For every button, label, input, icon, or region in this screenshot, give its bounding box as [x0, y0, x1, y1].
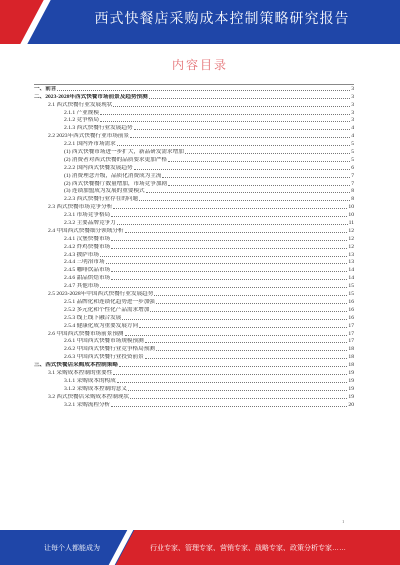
toc-leader-dots: [111, 240, 347, 241]
toc-entry-title: 2.4.5 咖啡饮品市场: [64, 267, 111, 274]
toc-entry-title: 2.4 中国西式快餐细分领域分析: [48, 227, 124, 234]
toc-entry-title: 2.5.1 品牌化和连锁化趋势进一步加强: [64, 298, 155, 305]
toc-leader-dots: [139, 200, 350, 201]
toc-leader-dots: [119, 366, 347, 367]
toc-entry[interactable]: [34, 330, 354, 338]
toc-leader-dots: [125, 232, 348, 233]
toc-entry[interactable]: [34, 101, 354, 109]
toc-entry-page: 17: [348, 338, 354, 345]
toc-entry-title: 2.1.3 西式快餐行业发展趋势: [64, 125, 133, 132]
toc-entry[interactable]: [34, 164, 354, 172]
toc-entry[interactable]: [34, 235, 354, 243]
toc-leader-dots: [134, 169, 351, 170]
toc-entry[interactable]: [34, 298, 354, 306]
toc-entry-page: 4: [351, 133, 354, 140]
toc-leader-dots: [150, 311, 347, 312]
toc-entry[interactable]: [34, 369, 354, 377]
toc-entry[interactable]: [34, 124, 354, 132]
header-banner: [0, 0, 400, 44]
toc-entry-page: 10: [348, 212, 354, 219]
toc-entry-page: 17: [348, 330, 354, 337]
toc-entry-title: 3.2.1 采购流程分析: [64, 401, 111, 408]
toc-leader-dots: [130, 137, 350, 138]
toc-entry-title: 一、前言: [34, 85, 57, 92]
toc-entry[interactable]: [34, 243, 354, 251]
toc-entry-title: 2.5.3 线上线下融合发展: [64, 314, 122, 321]
toc-entry-page: 7: [351, 172, 354, 179]
toc-entry-page: 16: [348, 306, 354, 313]
toc-entry[interactable]: [34, 306, 354, 314]
toc-entry[interactable]: [34, 377, 354, 385]
toc-entry-page: 12: [348, 235, 354, 242]
toc-entry-page: 7: [351, 180, 354, 187]
toc-entry-page: 8: [351, 188, 354, 195]
toc-entry[interactable]: [34, 322, 354, 330]
toc-entry-title: (1) 西式快餐市场进一步扩大，新品研发需求增加: [64, 149, 184, 156]
toc-entry-page: 18: [348, 354, 354, 361]
footer-banner: [0, 530, 400, 565]
toc-entry-title: 2.5 2023-2028年中国西式快餐行业发展趋势: [48, 291, 154, 298]
toc-entry[interactable]: [34, 172, 354, 180]
toc-entry[interactable]: [34, 219, 354, 227]
toc-leader-dots: [111, 248, 347, 249]
toc-entry[interactable]: [34, 251, 354, 259]
toc-leader-dots: [130, 398, 347, 399]
toc-entry-title: 2.4.1 汉堡快餐市场: [64, 235, 111, 242]
toc-leader-dots: [100, 114, 350, 115]
toc-entry-title: 2.4.2 炸鸡快餐市场: [64, 243, 111, 250]
toc-entry-title: 二、2023-2028年西式快餐市场前景及趋势预测: [34, 93, 148, 100]
footer-roles: 行业专家、管理专家、营销专家、战略专家、政策分析专家……: [150, 545, 346, 552]
toc-entry[interactable]: [34, 345, 354, 353]
toc-entry[interactable]: [34, 180, 354, 188]
toc-entry-title: 3.1.1 采购成本的构成: [64, 377, 116, 384]
toc-leader-dots: [57, 90, 350, 91]
toc-entry-title: 2.6.2 中国西式快餐行业竞争格局预测: [64, 346, 155, 353]
toc-entry-title: 2.1 西式快餐行业发展现状: [48, 101, 113, 108]
toc-entry-title: 2.2.2 国内西式快餐发展趋势: [64, 164, 133, 171]
toc-entry-title: 2.5.4 健康化成为重要发展方向: [64, 322, 139, 329]
toc-entry-page: 14: [348, 267, 354, 274]
toc-entry-title: (2) 西式快餐餐厅数量增加，市场竞争加剧: [64, 180, 168, 187]
toc-entry-title: 2.3 西式快餐市场竞争分析: [48, 204, 113, 211]
toc-entry-title: 2.4.3 披萨市场: [64, 251, 99, 258]
toc-entry-page: 13: [348, 251, 354, 258]
toc-entry-page: 15: [348, 291, 354, 298]
toc-heading: 内容目录: [171, 58, 228, 72]
toc-leader-dots: [146, 192, 351, 193]
toc-entry-title: 3.2 西式快餐店采购成本控制现状: [48, 393, 130, 400]
toc-entry-page: 16: [348, 314, 354, 321]
toc-entry-page: 3: [351, 85, 354, 92]
toc-entry-page: 5: [351, 149, 354, 156]
toc-entry[interactable]: [34, 290, 354, 298]
toc-entry-page: 19: [348, 377, 354, 384]
toc-leader-dots: [106, 263, 348, 264]
page-number: 1: [342, 519, 345, 524]
toc-entry[interactable]: [34, 259, 354, 267]
toc-entry-title: 2.4.7 其他市场: [64, 283, 99, 290]
toc-entry-page: 19: [348, 385, 354, 392]
toc-entry-page: 3: [351, 109, 354, 116]
toc-entry[interactable]: [34, 148, 354, 156]
toc-leader-dots: [117, 382, 348, 383]
toc-entry[interactable]: [34, 401, 354, 409]
toc-entry-title: 2.2 2023年西式快餐行业市场前景: [48, 133, 130, 140]
toc-leader-dots: [168, 161, 350, 162]
toc-entry-title: 3.1 采购成本控制的重要性: [48, 369, 113, 376]
toc-entry-title: 三、西式快餐店采购成本控制策略: [34, 362, 118, 369]
toc-entry-title: (1) 消费理念升级，品质化消费成为主流: [64, 172, 162, 179]
toc-entry-title: 2.6.1 中国西式快餐市场规模预测: [64, 338, 144, 345]
toc-entry-page: 12: [348, 243, 354, 250]
toc-leader-dots: [125, 335, 348, 336]
toc-entry-page: 19: [348, 369, 354, 376]
toc-leader-dots: [145, 342, 348, 343]
toc-entry-page: 5: [351, 156, 354, 163]
toc-entry[interactable]: [34, 227, 354, 235]
toc-entry[interactable]: [34, 361, 354, 369]
table-of-contents: [34, 84, 354, 409]
toc-entry[interactable]: [34, 385, 354, 393]
toc-leader-dots: [154, 295, 347, 296]
toc-entry-title: 2.4.6 甜品烘焙市场: [64, 275, 111, 282]
footer-slogan: 让每个人都能成为: [44, 545, 100, 552]
toc-leader-dots: [156, 350, 348, 351]
toc-entry-title: (3) 连锁加盟成为发展的重要模式: [64, 188, 145, 195]
toc-entry-page: 3: [351, 101, 354, 108]
toc-entry[interactable]: [34, 282, 354, 290]
toc-entry-title: 2.3.1 市场竞争格局: [64, 212, 111, 219]
toc-entry-page: 16: [348, 298, 354, 305]
toc-entry-page: 18: [348, 362, 354, 369]
toc-entry[interactable]: [34, 84, 354, 93]
toc-entry-title: 2.6.3 中国西式快餐行业投资前景: [64, 354, 144, 361]
toc-leader-dots: [162, 177, 350, 178]
toc-leader-dots: [113, 208, 347, 209]
toc-entry[interactable]: [34, 132, 354, 140]
toc-entry-title: 2.5.2 多元化和个性化产品需求增加: [64, 306, 150, 313]
toc-leader-dots: [100, 121, 350, 122]
toc-leader-dots: [134, 129, 351, 130]
toc-entry[interactable]: [34, 203, 354, 211]
toc-leader-dots: [185, 153, 350, 154]
toc-entry-page: 3: [351, 93, 354, 100]
toc-leader-dots: [168, 185, 350, 186]
toc-leader-dots: [117, 224, 348, 225]
toc-entry-page: 15: [348, 283, 354, 290]
toc-leader-dots: [111, 279, 347, 280]
toc-entry[interactable]: [34, 266, 354, 274]
toc-entry-page: 17: [348, 322, 354, 329]
toc-entry-title: 3.1.2 采购成本控制的意义: [64, 385, 127, 392]
toc-entry-page: 20: [348, 401, 354, 408]
toc-entry-page: 12: [348, 227, 354, 234]
toc-leader-dots: [113, 374, 347, 375]
toc-entry[interactable]: [34, 274, 354, 282]
toc-leader-dots: [149, 98, 350, 99]
toc-leader-dots: [111, 406, 347, 407]
toc-leader-dots: [145, 358, 348, 359]
toc-entry-title: 2.6 中国西式快餐市场前景预测: [48, 330, 124, 337]
toc-entry-page: 18: [348, 346, 354, 353]
toc-entry[interactable]: [34, 314, 354, 322]
toc-entry[interactable]: [34, 156, 354, 164]
toc-entry-page: 5: [351, 141, 354, 148]
toc-entry[interactable]: [34, 188, 354, 196]
report-title: 西式快餐店采购成本控制策略研究报告: [94, 10, 350, 26]
toc-leader-dots: [156, 303, 348, 304]
toc-entry-title: 2.1.2 竞争格局: [64, 117, 99, 124]
toc-entry-page: 8: [351, 196, 354, 203]
toc-entry-title: 2.2.1 国内外市场需求: [64, 141, 116, 148]
toc-entry[interactable]: [34, 109, 354, 117]
toc-entry-page: 14: [348, 275, 354, 282]
toc-leader-dots: [100, 256, 347, 257]
toc-entry-page: 19: [348, 393, 354, 400]
toc-leader-dots: [111, 271, 347, 272]
toc-entry[interactable]: [34, 93, 354, 101]
toc-entry[interactable]: [34, 393, 354, 401]
toc-entry-page: 3: [351, 117, 354, 124]
toc-leader-dots: [139, 327, 347, 328]
toc-leader-dots: [100, 287, 347, 288]
toc-leader-dots: [128, 390, 347, 391]
toc-leader-dots: [111, 216, 347, 217]
toc-entry[interactable]: [34, 195, 354, 203]
toc-entry-title: 2.1.1 产业规模: [64, 109, 99, 116]
toc-leader-dots: [113, 106, 350, 107]
toc-leader-dots: [117, 145, 350, 146]
toc-entry[interactable]: [34, 140, 354, 148]
toc-entry-page: 13: [348, 259, 354, 266]
toc-entry-title: 2.3.2 主要品牌竞争力: [64, 220, 116, 227]
toc-entry-page: 6: [351, 164, 354, 171]
toc-entry[interactable]: [34, 211, 354, 219]
toc-entry-page: 11: [348, 220, 354, 227]
toc-entry[interactable]: [34, 338, 354, 346]
toc-entry-page: 4: [351, 125, 354, 132]
toc-entry-page: 10: [348, 204, 354, 211]
toc-entry-title: 2.2.3 西式快餐行业存在的问题: [64, 196, 139, 203]
toc-entry-title: 2.4.4 三明治市场: [64, 259, 105, 266]
toc-entry[interactable]: [34, 117, 354, 125]
toc-entry-title: (2) 消费者对西式快餐的品质要求更加严格: [64, 156, 168, 163]
toc-leader-dots: [122, 319, 347, 320]
toc-entry[interactable]: [34, 353, 354, 361]
